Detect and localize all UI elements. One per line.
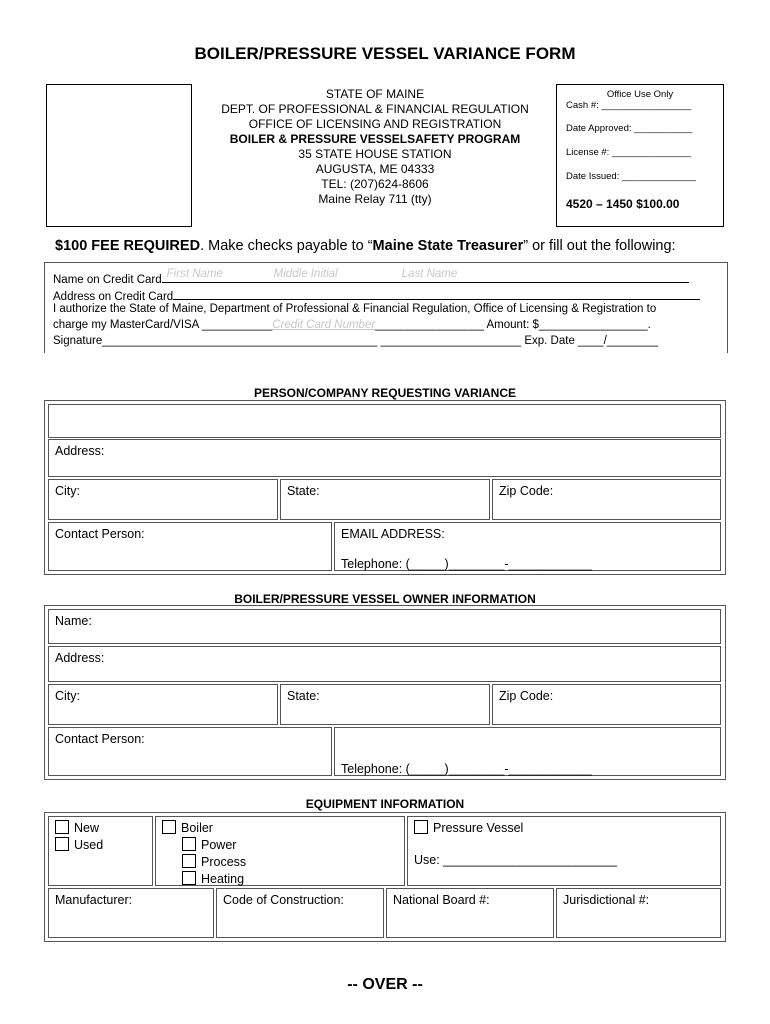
agency-line: STATE OF MAINE <box>325 87 425 101</box>
agency-line: DEPT. OF PROFESSIONAL & FINANCIAL REGULATION <box>221 102 529 116</box>
heating-checkbox[interactable] <box>182 871 196 885</box>
manufacturer-field[interactable] <box>48 888 214 938</box>
process-option[interactable] <box>182 854 246 869</box>
agency-line: OFFICE OF LICENSING AND REGISTRATION <box>248 117 502 131</box>
national-board-label: National Board #: <box>393 893 490 907</box>
power-checkbox[interactable] <box>182 837 196 851</box>
telephone-label[interactable]: Telephone: (_____)________-____________ <box>341 557 592 571</box>
office-use-box <box>556 84 724 227</box>
agency-line: TEL: (207)624-8606 <box>321 177 429 191</box>
requesting-state-field[interactable] <box>280 479 490 520</box>
heating-option[interactable] <box>182 871 244 886</box>
used-label: Used <box>74 838 104 852</box>
process-checkbox[interactable] <box>182 854 196 868</box>
power-label: Power <box>201 838 237 852</box>
owner-state-field[interactable] <box>280 684 490 725</box>
cc-address-label: Address on Credit Card <box>53 291 174 303</box>
telephone-label[interactable]: Telephone: (_____)________-____________ <box>341 762 592 776</box>
city-label: City: <box>55 689 80 703</box>
pressure-vessel-cell <box>407 816 721 886</box>
requesting-name-field[interactable] <box>48 404 721 438</box>
code-label: Code of Construction: <box>223 893 344 907</box>
manufacturer-label: Manufacturer: <box>55 893 133 907</box>
cc-charge-label: charge my MasterCard/VISA ___________ <box>53 319 273 331</box>
requesting-email-field[interactable] <box>334 522 721 571</box>
jurisdictional-label: Jurisdictional #: <box>563 893 650 907</box>
date-approved-field: Date Approved: ___________ <box>566 123 693 134</box>
last-name-hint: Last Name <box>401 268 458 280</box>
contact-label: Contact Person: <box>55 527 145 541</box>
owner-name-field[interactable] <box>48 609 721 644</box>
pressure-vessel-option[interactable] <box>414 820 523 835</box>
address-label: Address: <box>55 651 105 665</box>
boiler-label: Boiler <box>181 821 213 835</box>
fee-text-2: ” or fill out the following: <box>523 238 676 254</box>
owner-city-field[interactable] <box>48 684 278 725</box>
fee-notice <box>55 238 676 254</box>
owner-title: BOILER/PRESSURE VESSEL OWNER INFORMATION <box>234 592 536 606</box>
cc-signature-row[interactable]: Signature___________________________________________ ______________________ Exp. Date ____/________ <box>53 335 658 347</box>
cc-name-row <box>53 270 689 286</box>
agency-line: Maine Relay 711 (tty) <box>318 192 432 206</box>
owner-address-field[interactable] <box>48 646 721 682</box>
zip-label: Zip Code: <box>499 689 554 703</box>
equipment-section <box>44 812 726 942</box>
owner-section <box>44 605 726 780</box>
used-option[interactable] <box>55 837 103 852</box>
agency-block <box>205 87 545 207</box>
equipment-title: EQUIPMENT INFORMATION <box>305 797 465 811</box>
cc-name-label: Name on Credit Card <box>53 274 162 286</box>
new-label: New <box>74 821 100 835</box>
form-title: BOILER/PRESSURE VESSEL VARIANCE FORM <box>194 44 576 63</box>
cash-field: Cash #: _________________ <box>566 100 692 111</box>
cc-address-input[interactable] <box>173 287 700 300</box>
fee-required: $100 FEE REQUIRED <box>55 238 201 254</box>
jurisdictional-field[interactable] <box>556 888 721 938</box>
boiler-option[interactable] <box>162 820 213 835</box>
owner-contact-field[interactable] <box>48 727 332 776</box>
state-label: State: <box>287 484 320 498</box>
new-checkbox[interactable] <box>55 820 69 834</box>
requesting-city-field[interactable] <box>48 479 278 520</box>
date-issued-field: Date Issued: ______________ <box>566 171 696 182</box>
boiler-cell <box>155 816 405 886</box>
cc-address-row <box>53 287 700 303</box>
requesting-zip-field[interactable] <box>492 479 721 520</box>
city-label: City: <box>55 484 80 498</box>
name-label: Name: <box>55 614 92 628</box>
middle-initial-hint: Middle Initial <box>273 268 338 280</box>
cc-authorize-text: I authorize the State of Maine, Department of Professional & Financial Regulation, Office of Licensing & Registration to <box>53 303 657 315</box>
owner-zip-field[interactable] <box>492 684 721 725</box>
boiler-checkbox[interactable] <box>162 820 176 834</box>
requesting-address-field[interactable] <box>48 439 721 477</box>
fee-text-1: . Make checks payable to “ <box>200 238 373 254</box>
cc-charge-row <box>53 319 651 331</box>
national-board-field[interactable] <box>386 888 554 938</box>
office-use-header: Office Use Only <box>606 89 674 100</box>
agency-line: AUGUSTA, ME 04333 <box>315 162 435 176</box>
first-name-hint: First Name <box>166 268 223 280</box>
heating-label: Heating <box>201 872 245 886</box>
power-option[interactable] <box>182 837 236 852</box>
credit-card-section <box>44 262 728 353</box>
owner-telephone-field[interactable] <box>334 727 721 776</box>
requesting-contact-field[interactable] <box>48 522 332 571</box>
zip-label: Zip Code: <box>499 484 554 498</box>
card-number-hint[interactable]: Credit Card Number <box>272 319 376 331</box>
pressure-vessel-checkbox[interactable] <box>414 820 428 834</box>
requesting-section <box>44 400 726 575</box>
email-label: EMAIL ADDRESS: <box>341 527 445 541</box>
use-field[interactable]: Use: _________________________ <box>414 853 617 867</box>
logo-placeholder <box>46 84 192 227</box>
new-used-cell <box>48 816 153 886</box>
payee: Maine State Treasurer <box>372 238 524 254</box>
over-footer: -- OVER -- <box>347 976 423 993</box>
new-option[interactable] <box>55 820 99 835</box>
office-fee: 4520 – 1450 $100.00 <box>566 197 680 211</box>
contact-label: Contact Person: <box>55 732 145 746</box>
cc-amount[interactable]: _________________ Amount: $_________________. <box>375 319 651 331</box>
address-label: Address: <box>55 444 105 458</box>
used-checkbox[interactable] <box>55 837 69 851</box>
code-field[interactable] <box>216 888 384 938</box>
state-label: State: <box>287 689 320 703</box>
cc-name-input[interactable] <box>162 270 689 283</box>
license-field: License #: _______________ <box>566 147 692 158</box>
agency-line: BOILER & PRESSURE VESSELSAFETY PROGRAM <box>229 132 521 146</box>
process-label: Process <box>201 855 247 869</box>
requesting-title: PERSON/COMPANY REQUESTING VARIANCE <box>253 386 517 400</box>
agency-line: 35 STATE HOUSE STATION <box>298 147 452 161</box>
pressure-vessel-label: Pressure Vessel <box>433 821 524 835</box>
